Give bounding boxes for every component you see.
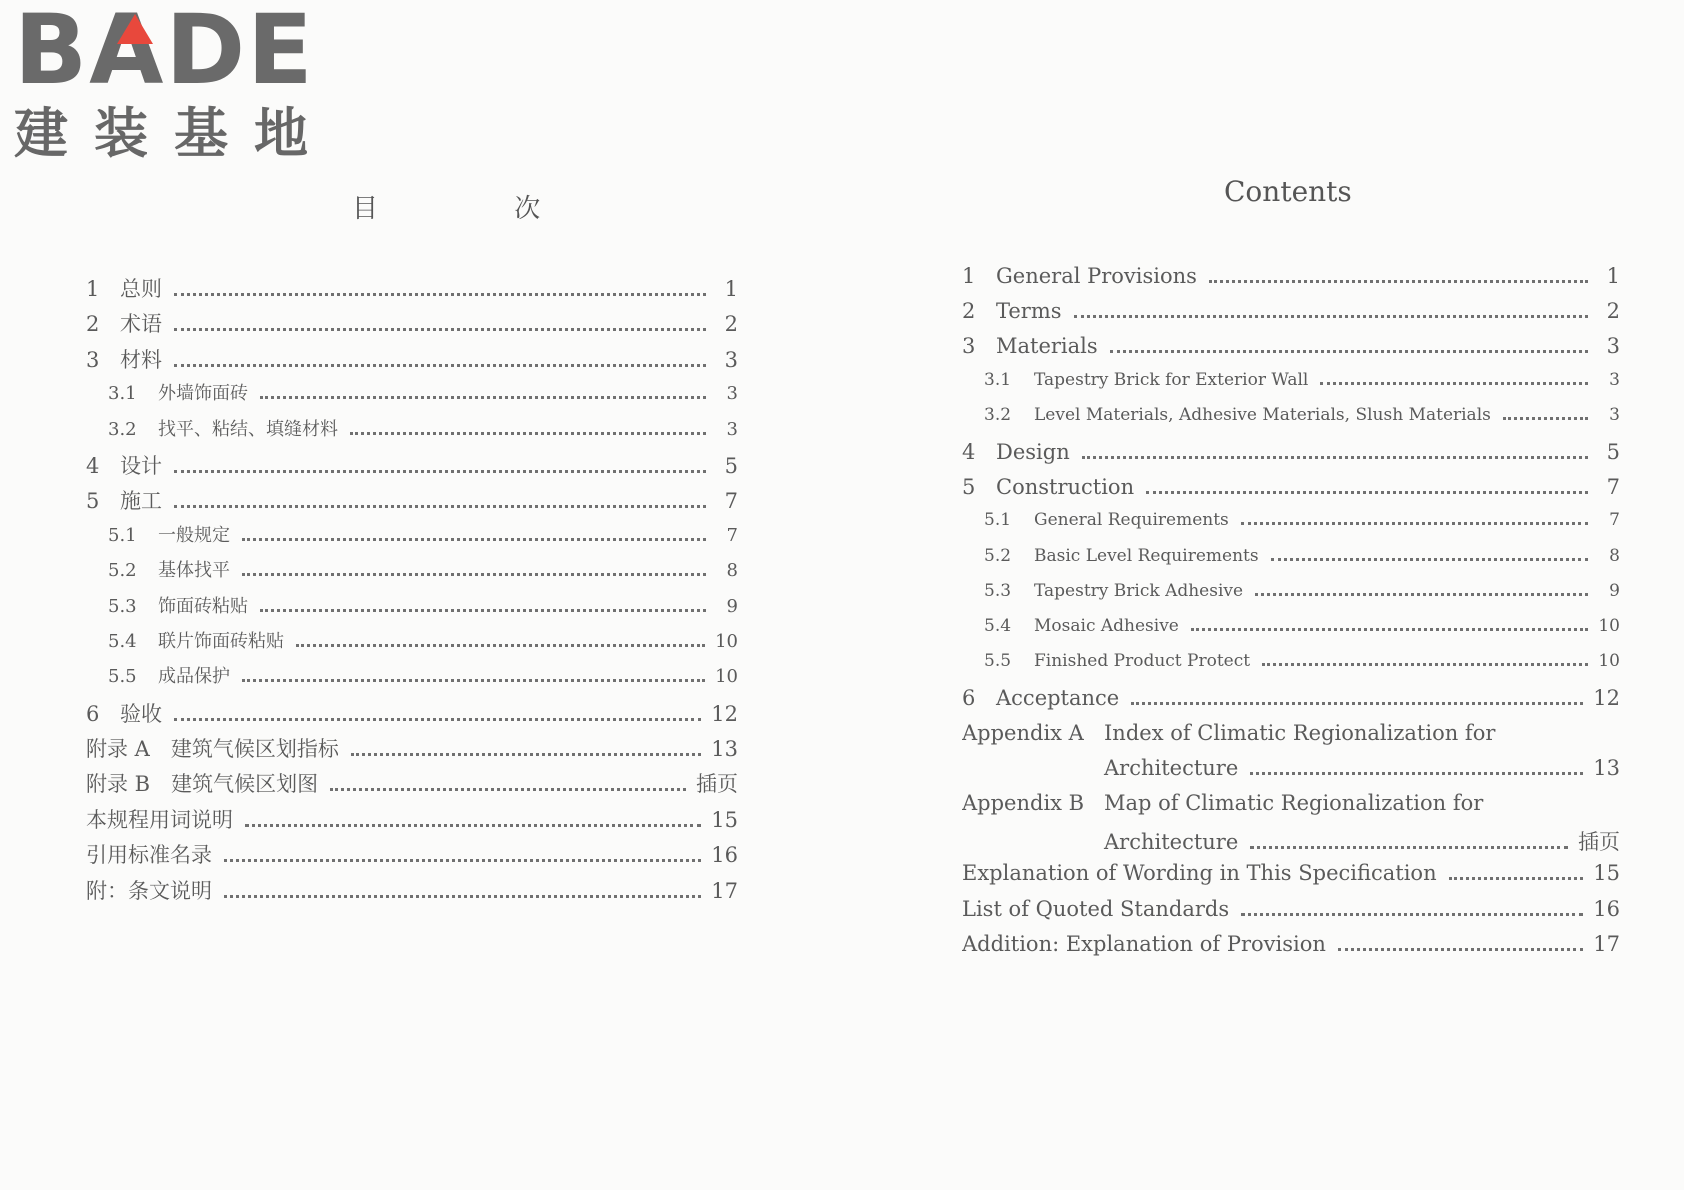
- appendix-label: Appendix B: [962, 791, 1085, 816]
- dot-leader: [1503, 417, 1588, 420]
- dot-leader: [1131, 702, 1583, 705]
- toc-entry-page: 9: [1609, 580, 1620, 601]
- toc-entry-label: General Requirements: [1034, 510, 1229, 531]
- dot-leader: [1271, 558, 1588, 561]
- toc-entry-label: 总则: [120, 277, 162, 301]
- toc-entry-number: 4: [86, 453, 100, 478]
- toc-title-en: Contents: [1224, 175, 1352, 208]
- toc-entry-number: 3.1: [108, 383, 137, 405]
- dot-leader: [1250, 846, 1568, 849]
- toc-entry[interactable]: [86, 733, 738, 768]
- toc-entry-number: 5.3: [108, 595, 137, 617]
- toc-entry[interactable]: [962, 616, 1620, 651]
- toc-entry[interactable]: [962, 861, 1620, 896]
- dot-leader: [174, 328, 706, 331]
- dot-leader: [174, 364, 706, 367]
- toc-entry[interactable]: [962, 897, 1620, 932]
- toc-entry-page: 7: [724, 489, 738, 514]
- toc-entry-label: Design: [996, 439, 1070, 464]
- toc-entry[interactable]: [962, 370, 1620, 405]
- toc-entry-label: 附录 A 建筑气候区划指标: [86, 737, 339, 762]
- toc-entry-number: 5.4: [108, 630, 137, 652]
- toc-entry-label: Addition: Explanation of Provision: [962, 931, 1326, 956]
- toc-entry-page: 7: [1606, 475, 1620, 500]
- toc-entry-label: 附录 B 建筑气候区划图: [86, 772, 319, 797]
- toc-entry-number: 5: [86, 489, 100, 514]
- toc-entry[interactable]: [962, 581, 1620, 616]
- toc-entry-number: 1: [962, 264, 976, 288]
- toc-entry-number: 5.5: [108, 666, 137, 688]
- toc-entry-page: 插页: [1578, 830, 1620, 855]
- dot-leader: [1074, 315, 1588, 318]
- logo-wordmark: BADE: [14, 0, 315, 106]
- toc-entry-number: 5: [962, 475, 976, 500]
- toc-entry[interactable]: [962, 405, 1620, 440]
- appendix-title-line2: Architecture: [1104, 756, 1239, 781]
- toc-entry-number: 5.4: [984, 615, 1012, 636]
- toc-entry-page: 1: [1606, 264, 1620, 288]
- dot-leader: [330, 788, 686, 791]
- toc-entry-number: 3: [962, 334, 976, 359]
- toc-entry-label: 本规程用词说明: [86, 807, 233, 832]
- toc-entry-page: 15: [711, 807, 738, 832]
- dot-leader: [1110, 350, 1588, 353]
- toc-entry[interactable]: [962, 440, 1620, 475]
- toc-entry[interactable]: [962, 475, 1620, 510]
- toc-entry-label: 饰面砖粘贴: [158, 595, 248, 617]
- dot-leader: [242, 573, 706, 576]
- toc-entry-label: 设计: [120, 453, 162, 478]
- toc-entry-page: 17: [1593, 931, 1620, 956]
- toc-entry-number: 2: [86, 312, 100, 337]
- toc-entry-label: 验收: [120, 701, 162, 726]
- dot-leader: [1250, 772, 1583, 775]
- toc-entry[interactable]: [962, 299, 1620, 334]
- toc-entry-page: 13: [711, 737, 738, 762]
- toc-entry-page: 1: [724, 277, 738, 301]
- toc-entry-label: Basic Level Requirements: [1034, 545, 1259, 566]
- toc-entry[interactable]: [86, 662, 738, 697]
- toc-entry-label: Level Materials, Adhesive Materials, Slush Materials: [1034, 404, 1491, 425]
- toc-entry-label: Tapestry Brick for Exterior Wall: [1034, 369, 1309, 390]
- toc-entry-number: 3.1: [984, 369, 1012, 390]
- toc-entry-page: 17: [711, 878, 738, 903]
- toc-entry-page: 2: [1606, 299, 1620, 324]
- toc-entry-label: Materials: [996, 334, 1098, 359]
- toc-entry-page: 13: [1593, 756, 1620, 781]
- dot-leader: [224, 859, 701, 862]
- toc-entry-number: 1: [86, 277, 100, 301]
- toc-entry[interactable]: [86, 485, 738, 520]
- toc-list-cn: [86, 273, 738, 910]
- dot-leader: [1449, 877, 1584, 880]
- toc-entry[interactable]: [86, 875, 738, 910]
- toc-entry-page: 10: [1598, 651, 1620, 672]
- toc-entry-label: 施工: [120, 489, 162, 514]
- dot-leader: [296, 644, 705, 647]
- toc-entry[interactable]: [86, 592, 738, 627]
- logo-accent-triangle: [117, 14, 153, 44]
- dot-leader: [1338, 948, 1583, 951]
- dot-leader: [260, 609, 706, 612]
- toc-entry-page: 10: [715, 630, 738, 652]
- toc-entry-label: Tapestry Brick Adhesive: [1034, 580, 1244, 601]
- toc-entry-page: 3: [724, 347, 738, 372]
- toc-entry-page: 3: [1609, 369, 1620, 390]
- dot-leader: [351, 753, 701, 756]
- toc-entry-label: 找平、粘结、填缝材料: [158, 418, 338, 440]
- toc-entry-page: 2: [724, 312, 738, 337]
- toc-entry-label: 术语: [120, 312, 162, 337]
- toc-entry-label: Terms: [996, 299, 1062, 324]
- toc-entry-number: 2: [962, 299, 976, 324]
- dot-leader: [1320, 382, 1588, 385]
- toc-entry-page: 12: [711, 701, 738, 726]
- toc-entry[interactable]: [962, 264, 1620, 299]
- toc-entry-page: 10: [715, 666, 738, 688]
- toc-entry-page: 16: [1593, 896, 1620, 921]
- toc-entry-page: 8: [726, 560, 738, 582]
- dot-leader: [260, 396, 706, 399]
- toc-entry-label: 一般规定: [158, 524, 230, 546]
- toc-entry[interactable]: [86, 627, 738, 662]
- toc-entry-number: 3: [86, 347, 100, 372]
- dot-leader: [350, 432, 706, 435]
- toc-entry-label: 联片饰面砖粘贴: [158, 630, 284, 652]
- toc-entry[interactable]: [86, 415, 738, 450]
- toc-entry-page: 12: [1593, 686, 1620, 711]
- toc-entry[interactable]: [962, 510, 1620, 545]
- toc-entry[interactable]: [86, 556, 738, 591]
- toc-entry-label: Construction: [996, 475, 1135, 500]
- toc-entry[interactable]: [86, 839, 738, 874]
- dot-leader: [1191, 628, 1588, 631]
- toc-entry-label: 基体找平: [158, 560, 230, 582]
- logo-subtitle: 建装基地: [14, 102, 334, 165]
- toc-entry-label: 外墙饰面砖: [158, 383, 248, 405]
- toc-list-en: [962, 264, 1620, 967]
- brand-logo: [14, 0, 334, 165]
- toc-entry-label: Finished Product Protect: [1034, 651, 1251, 672]
- toc-entry-number: 5.3: [984, 580, 1012, 601]
- toc-entry-number: 4: [962, 439, 976, 464]
- toc-entry-number: 6: [86, 701, 100, 726]
- dot-leader: [174, 718, 701, 721]
- dot-leader: [174, 505, 706, 508]
- dot-leader: [1255, 593, 1588, 596]
- toc-entry-label: 引用标准名录: [86, 843, 212, 868]
- toc-entry-page: 10: [1598, 615, 1620, 636]
- toc-entry-label: Acceptance: [996, 686, 1120, 711]
- dot-leader: [1146, 491, 1588, 494]
- toc-entry-number: 5.1: [108, 524, 137, 546]
- toc-entry-page: 15: [1593, 861, 1620, 886]
- toc-title-cn: 目 次: [352, 194, 605, 224]
- toc-entry[interactable]: [86, 308, 738, 343]
- dot-leader: [1241, 522, 1588, 525]
- dot-leader: [224, 895, 701, 898]
- toc-entry-page: 9: [726, 595, 738, 617]
- toc-entry[interactable]: [962, 686, 1620, 721]
- dot-leader: [242, 679, 705, 682]
- appendix-title-line1: Index of Climatic Regionalization for: [1104, 721, 1496, 746]
- dot-leader: [174, 470, 706, 473]
- toc-entry[interactable]: [86, 521, 738, 556]
- dot-leader: [174, 293, 706, 296]
- toc-entry-label: Explanation of Wording in This Specification: [962, 861, 1437, 886]
- dot-leader: [1082, 456, 1588, 459]
- toc-entry-label: 材料: [120, 347, 162, 372]
- toc-entry[interactable]: [86, 344, 738, 379]
- toc-entry-page: 5: [724, 453, 738, 478]
- toc-entry-appendix[interactable]: [962, 791, 1620, 861]
- toc-entry-label: 附：条文说明: [86, 878, 212, 903]
- toc-entry-label: General Provisions: [996, 264, 1197, 288]
- toc-entry-page: 3: [1606, 334, 1620, 359]
- toc-entry-number: 3.2: [108, 418, 137, 440]
- toc-entry[interactable]: [962, 932, 1620, 967]
- toc-entry-label: Mosaic Adhesive: [1034, 615, 1179, 636]
- toc-entry-label: List of Quoted Standards: [962, 896, 1230, 921]
- toc-entry[interactable]: [86, 379, 738, 414]
- toc-entry-page: 5: [1606, 439, 1620, 464]
- toc-entry[interactable]: [86, 768, 738, 803]
- dot-leader: [1209, 280, 1588, 283]
- toc-entry-page: 插页: [696, 772, 738, 797]
- toc-entry-page: 3: [726, 418, 738, 440]
- toc-entry-number: 3.2: [984, 404, 1012, 425]
- toc-entry[interactable]: [962, 651, 1620, 686]
- toc-entry-page: 16: [711, 843, 738, 868]
- dot-leader: [1262, 663, 1588, 666]
- toc-entry-page: 7: [1609, 510, 1620, 531]
- toc-entry[interactable]: [962, 334, 1620, 369]
- toc-entry-number: 6: [962, 686, 976, 711]
- toc-entry-number: 5.2: [108, 560, 137, 582]
- toc-entry[interactable]: [86, 273, 738, 308]
- toc-entry-page: 3: [1609, 404, 1620, 425]
- appendix-label: Appendix A: [962, 721, 1084, 746]
- dot-leader: [245, 824, 701, 827]
- dot-leader: [1241, 913, 1583, 916]
- toc-entry-appendix[interactable]: [962, 721, 1620, 791]
- toc-entry-number: 5.5: [984, 651, 1012, 672]
- toc-entry[interactable]: [86, 698, 738, 733]
- toc-entry-number: 5.2: [984, 545, 1012, 566]
- toc-entry-page: 8: [1609, 545, 1620, 566]
- toc-entry[interactable]: [962, 546, 1620, 581]
- toc-entry-number: 5.1: [984, 510, 1012, 531]
- toc-entry-page: 7: [726, 524, 738, 546]
- dot-leader: [242, 538, 706, 541]
- toc-entry-label: 成品保护: [158, 666, 230, 688]
- appendix-title-line2: Architecture: [1104, 830, 1239, 855]
- toc-entry[interactable]: [86, 450, 738, 485]
- toc-entry-page: 3: [726, 383, 738, 405]
- toc-entry[interactable]: [86, 804, 738, 839]
- appendix-title-line1: Map of Climatic Regionalization for: [1104, 791, 1484, 816]
